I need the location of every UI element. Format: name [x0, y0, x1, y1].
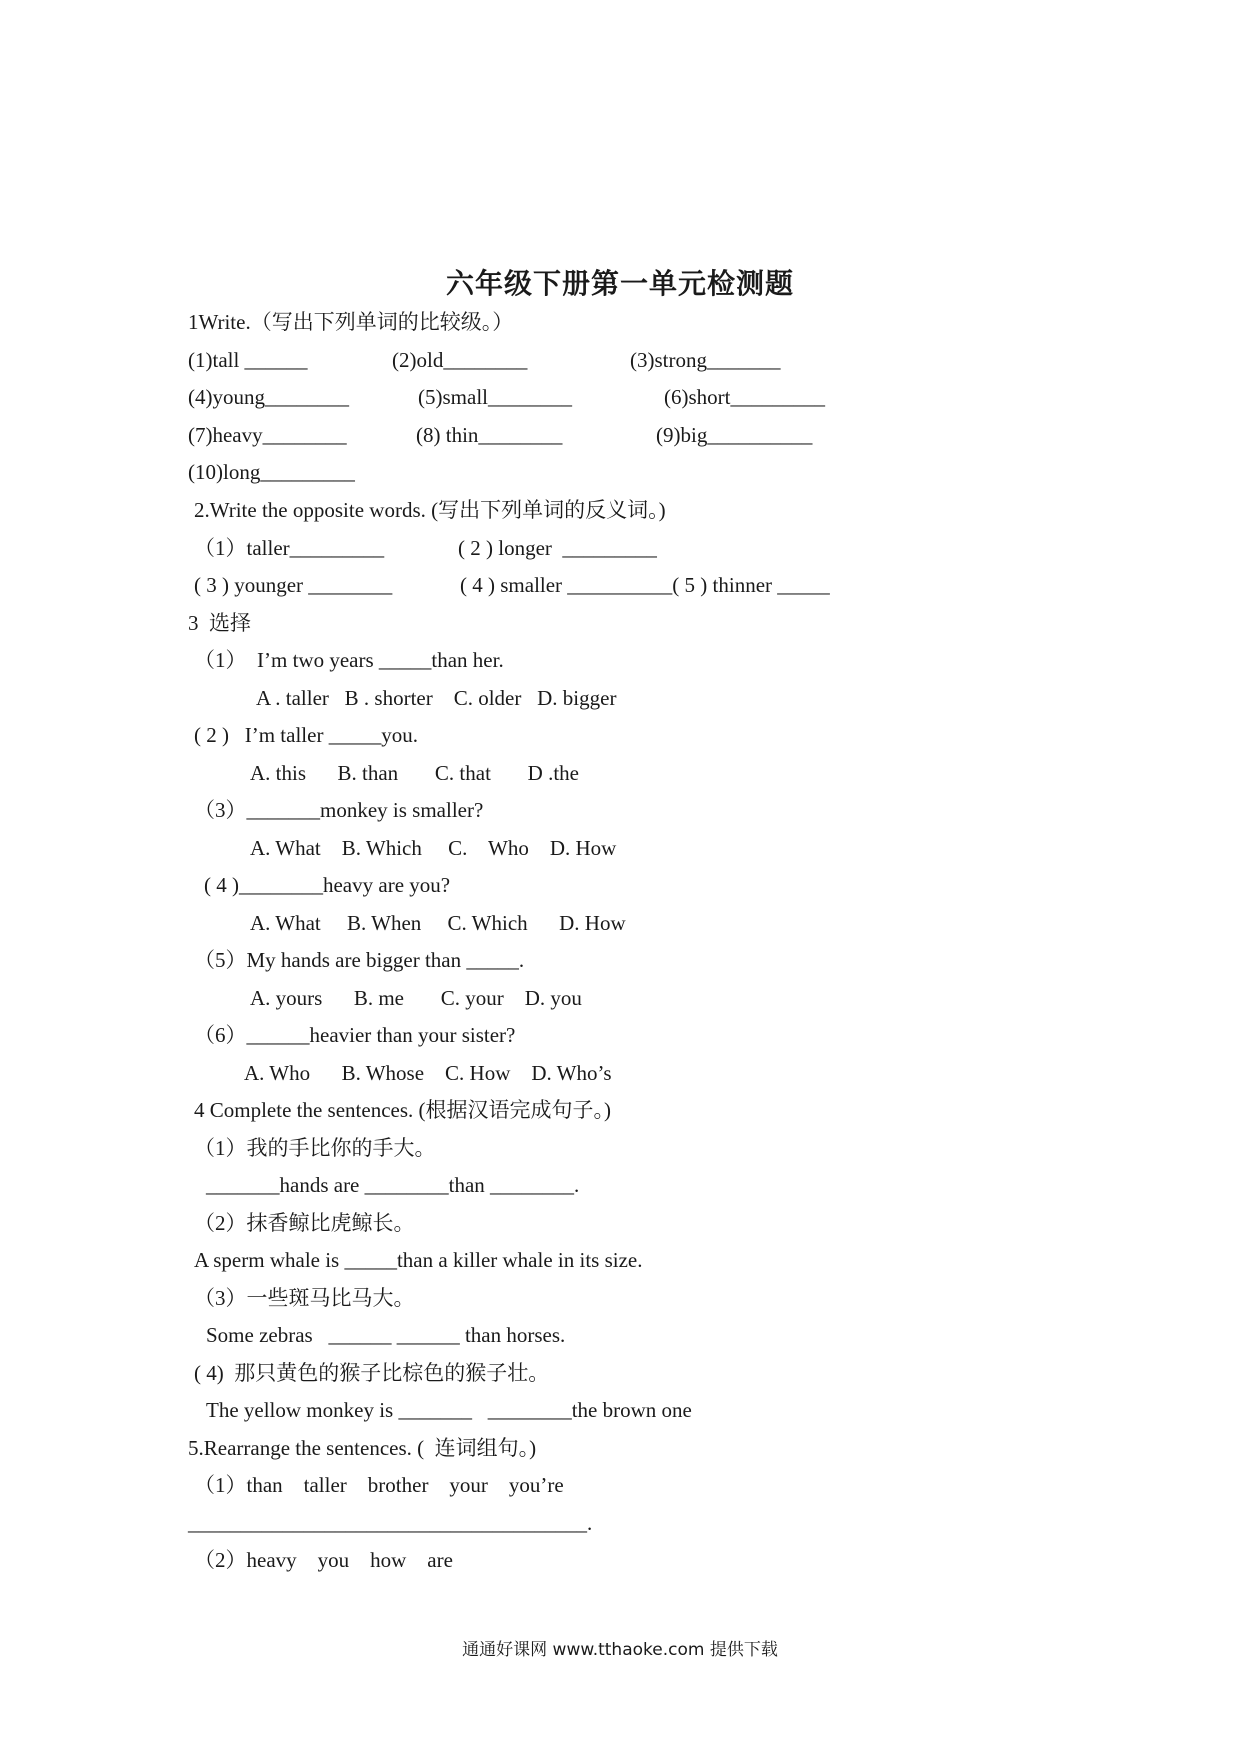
worksheet-line: The yellow monkey is _______ ________the brown one [206, 1398, 692, 1422]
page-title: 六年级下册第一单元检测题 [445, 267, 794, 300]
worksheet-line: (1)tall ______ [188, 348, 308, 372]
worksheet-line: A. What B. When C. Which D. How [250, 911, 626, 935]
worksheet-line: （1）than taller brother your you’re [194, 1473, 564, 1497]
worksheet-line: ( 4) 那只黄色的猴子比棕色的猴子壮。 [194, 1361, 550, 1385]
worksheet-line: ( 2 ) I’m taller _____you. [194, 723, 418, 747]
worksheet-line: （3）一些斑马比马大。 [194, 1286, 415, 1310]
worksheet-line: (8) thin________ [416, 423, 563, 447]
worksheet-line: （5）My hands are bigger than _____. [194, 948, 525, 972]
worksheet-line: （3）_______monkey is smaller? [194, 798, 484, 822]
worksheet-line: （2）heavy you how are [194, 1548, 453, 1572]
worksheet-line: (2)old________ [392, 348, 528, 372]
worksheet-line: A sperm whale is _____than a killer whale in its size. [194, 1248, 643, 1272]
worksheet-line: 1Write.（写出下列单词的比较级。） [188, 310, 514, 334]
worksheet-line: 2.Write the opposite words. (写出下列单词的反义词。) [194, 498, 666, 522]
worksheet-line: 4 Complete the sentences. (根据汉语完成句子。) [194, 1098, 612, 1122]
worksheet-line: (6)short_________ [664, 385, 825, 409]
worksheet-line: A. this B. than C. that D .the [250, 761, 579, 785]
worksheet-line: （1） I’m two years _____than her. [194, 648, 504, 672]
worksheet-line: (9)big__________ [656, 423, 813, 447]
worksheet-line: (10)long_________ [188, 460, 355, 484]
worksheet-line: （6）______heavier than your sister? [194, 1023, 516, 1047]
footer-credit: 通通好课网 www.tthaoke.com 提供下载 [462, 1640, 778, 1660]
worksheet-line: A. What B. Which C. Who D. How [250, 836, 617, 860]
worksheet-line: (5)small________ [418, 385, 572, 409]
worksheet-line: （1）taller_________ [194, 536, 385, 560]
worksheet-line: (3)strong_______ [630, 348, 781, 372]
worksheet-line: ( 4 ) smaller __________( 5 ) thinner _____ [460, 573, 830, 597]
worksheet-line: A. yours B. me C. your D. you [250, 986, 582, 1010]
worksheet-line: ( 2 ) longer _________ [458, 536, 657, 560]
worksheet-line: （2）抹香鲸比虎鲸长。 [194, 1211, 415, 1235]
worksheet-line: ______________________________________. [188, 1511, 593, 1535]
worksheet-line: 5.Rearrange the sentences. ( 连词组句。) [188, 1436, 537, 1460]
worksheet-line: ( 4 )________heavy are you? [204, 873, 451, 897]
worksheet-line: (7)heavy________ [188, 423, 347, 447]
worksheet-line: （1）我的手比你的手大。 [194, 1136, 436, 1160]
worksheet-line: Some zebras ______ ______ than horses. [206, 1323, 566, 1347]
worksheet-line: A . taller B . shorter C. older D. bigger [256, 686, 617, 710]
worksheet-line: _______hands are ________than ________. [206, 1173, 580, 1197]
worksheet-line: (4)young________ [188, 385, 349, 409]
worksheet-line: A. Who B. Whose C. How D. Who’s [244, 1061, 612, 1085]
worksheet-line: ( 3 ) younger ________ [194, 573, 393, 597]
worksheet-line: 3 选择 [188, 611, 251, 635]
